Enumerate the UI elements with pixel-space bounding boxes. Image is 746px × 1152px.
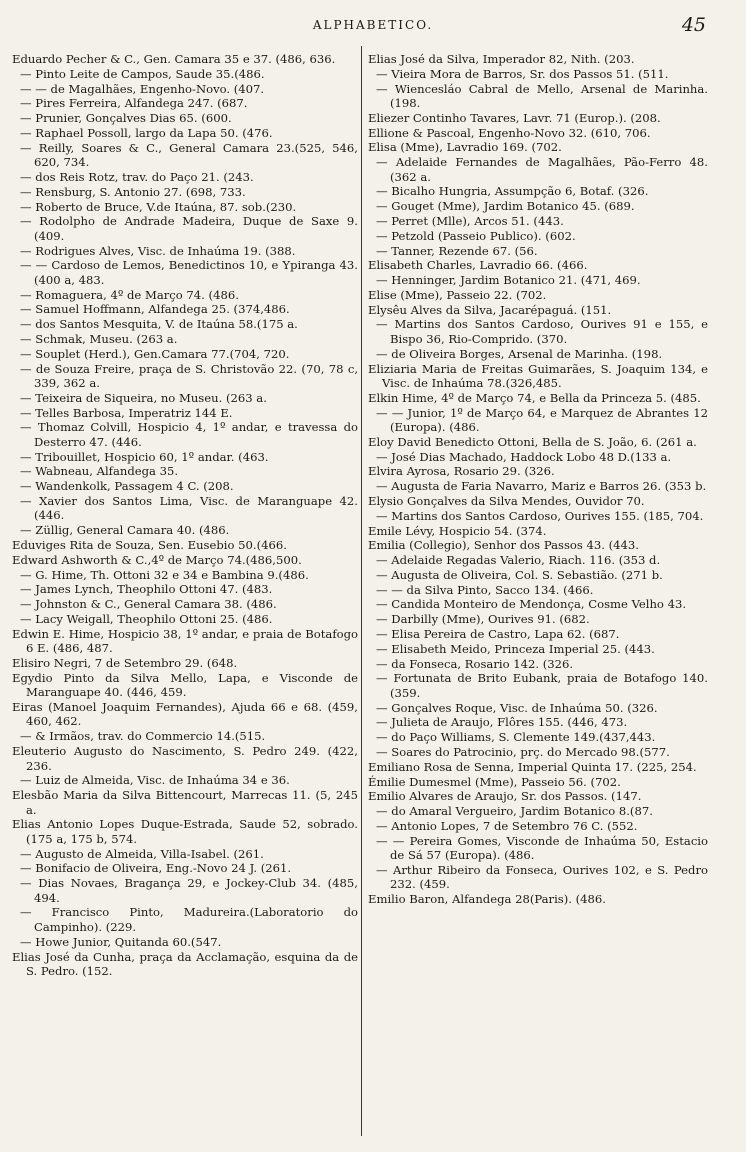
directory-entry: — Henninger, Jardim Botanico 21. (471, 469. — [376, 273, 641, 288]
directory-entry: — de Oliveira Borges, Arsenal de Marinha. (198. — [376, 346, 663, 361]
directory-entry: — Gouget (Mme), Jardim Botanico 45. (689. — [376, 199, 635, 214]
directory-entry: Emilio Alvares de Araujo, Sr. dos Passos. (147. — [368, 789, 642, 804]
directory-entry: Eduardo Pecher & C., Gen. Camara 35 e 37. (486, 636. — [12, 52, 336, 66]
directory-entry: — Luiz de Almeida, Visc. de Inhaúma 34 e 36. — [20, 773, 290, 788]
directory-entry: — James Lynch, Theophilo Ottoni 47. (483. — [20, 582, 273, 597]
directory-entry: — Augusto de Almeida, Villa-Isabel. (261. — [20, 846, 264, 861]
directory-entry: — Roberto de Bruce, V.de Itaúna, 87. sob.(230. — [20, 199, 297, 214]
directory-entry: — & Irmãos, trav. do Commercio 14.(515. — [20, 729, 266, 744]
directory-entry: — dos Reis Rotz, trav. do Paço 21. (243. — [20, 169, 254, 184]
directory-entry: — — Cardoso de Lemos, Benedictinos 10, e Ypiranga 43. (400 a, 483. — [20, 258, 358, 287]
directory-entry: — do Paço Williams, S. Clemente 149.(437,443. — [376, 730, 656, 745]
directory-entry: — Gonçalves Roque, Visc. de Inhaúma 50. (326. — [376, 700, 658, 715]
directory-entry: — Samuel Hoffmann, Alfandega 25. (374,486. — [20, 302, 290, 317]
directory-entry: — Elisa Pereira de Castro, Lapa 62. (687. — [376, 626, 620, 641]
left-column — [12, 52, 358, 1136]
right-column — [368, 52, 708, 1136]
directory-entry: — de Souza Freire, praça de S. Christovão 22. (70, 78 c, 339, 362 a. — [20, 361, 358, 390]
directory-entry: — Arthur Ribeiro da Fonseca, Ourives 102, e S. Pedro 232. (459. — [376, 862, 708, 892]
directory-entry: — Pires Ferreira, Alfandega 247. (687. — [20, 96, 248, 111]
directory-entry: Eduviges Rita de Souza, Sen. Eusebio 50.(466. — [12, 538, 287, 552]
directory-entry: — Soares do Patrocinio, prç. do Mercado 98.(577. — [376, 744, 670, 759]
directory-entry: Emilio Baron, Alfandega 28(Paris). (486. — [368, 892, 606, 907]
directory-entry: — Bonifacio de Oliveira, Eng.-Novo 24 J. (261. — [20, 861, 292, 876]
directory-entry: — José Dias Machado, Haddock Lobo 48 D.(133 a. — [376, 449, 672, 464]
directory-entry: Eliezer Continho Tavares, Lavr. 71 (Europ.). (208. — [368, 110, 661, 125]
directory-entry: — Schmak, Museu. (263 a. — [20, 331, 178, 346]
directory-entry: Emile Lévy, Hospicio 54. (374. — [368, 523, 547, 538]
directory-entry: Elysêu Alves da Silva, Jacarépaguá. (151. — [368, 302, 612, 317]
directory-entry: Elias José da Silva, Imperador 82, Nith. (203. — [368, 52, 635, 66]
directory-entry: — Candida Monteiro de Mendonça, Cosme Velho 43. — [376, 597, 687, 612]
directory-entry: Elias José da Cunha, praça da Acclamação, esquina da de S. Pedro. (152. — [12, 949, 358, 978]
directory-entry: — Howe Junior, Quitanda 60.(547. — [20, 934, 222, 949]
directory-entry: — Johnston & C., General Camara 38. (486. — [20, 597, 277, 612]
directory-entry: Elkin Hime, 4º de Março 74, e Bella da Princeza 5. (485. — [368, 390, 701, 405]
directory-entry: — Fortunata de Brito Eubank, praia de Botafogo 140. (359. — [376, 671, 708, 700]
directory-entry: — Julieta de Araujo, Flôres 155. (446, 473. — [376, 715, 628, 730]
directory-entry: Elisa (Mme), Lavradio 169. (702. — [368, 140, 562, 155]
directory-entry: — Pinto Leite de Campos, Saude 35.(486. — [20, 66, 265, 81]
directory-entry: Eloy David Benedicto Ottoni, Bella de S. João, 6. (261 a. — [368, 434, 697, 449]
directory-entry: — Antonio Lopes, 7 de Setembro 76 C. (552. — [376, 818, 638, 833]
directory-entry: Egydio Pinto da Silva Mello, Lapa, e Visconde de Maranguape 40. (446, 459. — [12, 670, 358, 700]
directory-entry: — do Amaral Vergueiro, Jardim Botanico 8.(87. — [376, 804, 653, 819]
directory-entry: — — da Silva Pinto, Sacco 134. (466. — [376, 582, 594, 597]
directory-entry: — G. Hime, Th. Ottoni 32 e 34 e Bambina 9.(486. — [20, 567, 309, 582]
column-divider — [361, 46, 362, 1136]
directory-entry: Eliziaria Maria de Freitas Guimarães, S. Joaquim 134, e Visc. de Inhaúma 78.(326,485. — [368, 361, 708, 390]
directory-entry: Edward Ashworth & C.,4º de Março 74.(486,500. — [12, 552, 302, 567]
directory-entry: — Tribouillet, Hospicio 60, 1º andar. (463. — [20, 449, 269, 464]
directory-entry: — Elisabeth Meido, Princeza Imperial 25. (443. — [376, 641, 655, 656]
directory-entry: — Raphael Possoll, largo da Lapa 50. (476. — [20, 125, 273, 140]
directory-entry: — Telles Barbosa, Imperatriz 144 E. — [20, 405, 233, 420]
directory-entry: Elisiro Negri, 7 de Setembro 29. (648. — [12, 655, 238, 670]
directory-entry: — Rensburg, S. Antonio 27. (698, 733. — [20, 184, 246, 199]
directory-entry: — Perret (Mlle), Arcos 51. (443. — [376, 214, 564, 228]
directory-entry: — Martins dos Santos Cardoso, Ourives 91 e 155, e Bispo 36, Rio-Comprido. (370. — [376, 317, 708, 346]
directory-entry: — Reilly, Soares & C., General Camara 23.(525, 546, 620, 734. — [20, 140, 358, 170]
directory-entry: Ellione & Pascoal, Engenho-Novo 32. (610, 706. — [368, 125, 651, 140]
directory-entry: — Romaguera, 4º de Março 74. (486. — [20, 287, 239, 302]
directory-entry: — Teixeira de Siqueira, no Museu. (263 a. — [20, 390, 267, 405]
directory-entry: — Rodrigues Alves, Visc. de Inhaúma 19. (388. — [20, 243, 296, 258]
directory-entry: Elvira Ayrosa, Rosario 29. (326. — [368, 464, 555, 479]
directory-entry: — Petzold (Passeio Publico). (602. — [376, 228, 576, 243]
directory-entry: — Wiencesláo Cabral de Mello, Arsenal de Marinha. (198. — [376, 81, 708, 111]
directory-entry: — Tanner, Rezende 67. (56. — [376, 243, 538, 258]
directory-entry: — — de Magalhães, Engenho-Novo. (407. — [20, 81, 265, 96]
directory-entry: — Adelaide Regadas Valerio, Riach. 116. (353 d. — [376, 553, 661, 568]
directory-entry: Emiliano Rosa de Senna, Imperial Quinta 17. (225, 254. — [368, 759, 697, 774]
directory-entry: — Adelaide Fernandes de Magalhães, Pão-Ferro 48. (362 a. — [376, 155, 708, 184]
directory-entry: Eleuterio Augusto do Nascimento, S. Pedro 249. (422, 236. — [12, 744, 358, 773]
directory-entry: — Rodolpho de Andrade Madeira, Duque de Saxe 9. (409. — [20, 214, 358, 243]
directory-entry: — Wabneau, Alfandega 35. — [20, 464, 179, 479]
directory-entry: Elysio Gonçalves da Silva Mendes, Ouvidor 70. — [368, 493, 645, 508]
page-number: 45 — [681, 14, 706, 36]
directory-entry: — dos Santos Mesquita, V. de Itaúna 58.(175 a. — [20, 317, 298, 332]
directory-entry: Elesbão Maria da Silva Bittencourt, Marrecas 11. (5, 245 a. — [12, 788, 358, 817]
directory-entry: Eiras (Manoel Joaquim Fernandes), Ajuda 66 e 68. (459, 460, 462. — [12, 700, 358, 729]
directory-entry: — Wandenkolk, Passagem 4 C. (208. — [20, 479, 234, 494]
directory-entry: Elias Antonio Lopes Duque-Estrada, Saude 52, sobrado. (175 a, 175 b, 574. — [12, 817, 358, 846]
directory-entry: — Thomaz Colvill, Hospicio 4, 1º andar, e travessa do Desterro 47. (446. — [20, 420, 358, 449]
directory-entry: — Lacy Weigall, Theophilo Ottoni 25. (486. — [20, 611, 273, 626]
directory-entry: Émilie Dumesmel (Mme), Passeio 56. (702. — [368, 774, 621, 789]
directory-entry: Elise (Mme), Passeio 22. (702. — [368, 287, 547, 302]
running-title: ALPHABETICO. — [312, 18, 434, 32]
directory-entry: — Darbilly (Mme), Ourives 91. (682. — [376, 612, 590, 627]
directory-entry: — Xavier dos Santos Lima, Visc. de Maranguape 42. (446. — [20, 493, 358, 523]
directory-entry: — Augusta de Faria Navarro, Mariz e Barros 26. (353 b. — [376, 479, 707, 494]
directory-entry: — Martins dos Santos Cardoso, Ourives 155. (185, 704. — [376, 508, 704, 523]
directory-entry: Edwin E. Hime, Hospicio 38, 1º andar, e praia de Botafogo 6 E. (486, 487. — [12, 626, 358, 656]
directory-entry: Elisabeth Charles, Lavradio 66. (466. — [368, 258, 588, 273]
directory-entry: Emilia (Collegio), Senhor dos Passos 43. (443. — [368, 538, 639, 553]
directory-entry: — Augusta de Oliveira, Col. S. Sebastião. (271 b. — [376, 567, 663, 582]
directory-entry: — Züllig, General Camara 40. (486. — [20, 523, 230, 538]
directory-entry: — Souplet (Herd.), Gen.Camara 77.(704, 720. — [20, 346, 290, 361]
directory-entry: — — Junior, 1º de Março 64, e Marquez de Abrantes 12 (Europa). (486. — [376, 405, 708, 435]
directory-entry: — Vieira Mora de Barros, Sr. dos Passos 51. (511. — [376, 66, 669, 81]
directory-entry: — Francisco Pinto, Madureira.(Laboratorio do Campinho). (229. — [20, 905, 358, 934]
directory-entry: — Prunier, Gonçalves Dias 65. (600. — [20, 111, 232, 126]
page-header — [0, 14, 746, 42]
directory-entry: — Dias Novaes, Bragança 29, e Jockey-Club 34. (485, 494. — [20, 876, 358, 905]
directory-entry: — Bicalho Hungria, Assumpção 6, Botaf. (326. — [376, 184, 649, 199]
directory-entry: — — Pereira Gomes, Visconde de Inhaúma 50, Estacio de Sá 57 (Europa). (486. — [376, 833, 708, 863]
directory-entry: — da Fonseca, Rosario 142. (326. — [376, 656, 574, 671]
